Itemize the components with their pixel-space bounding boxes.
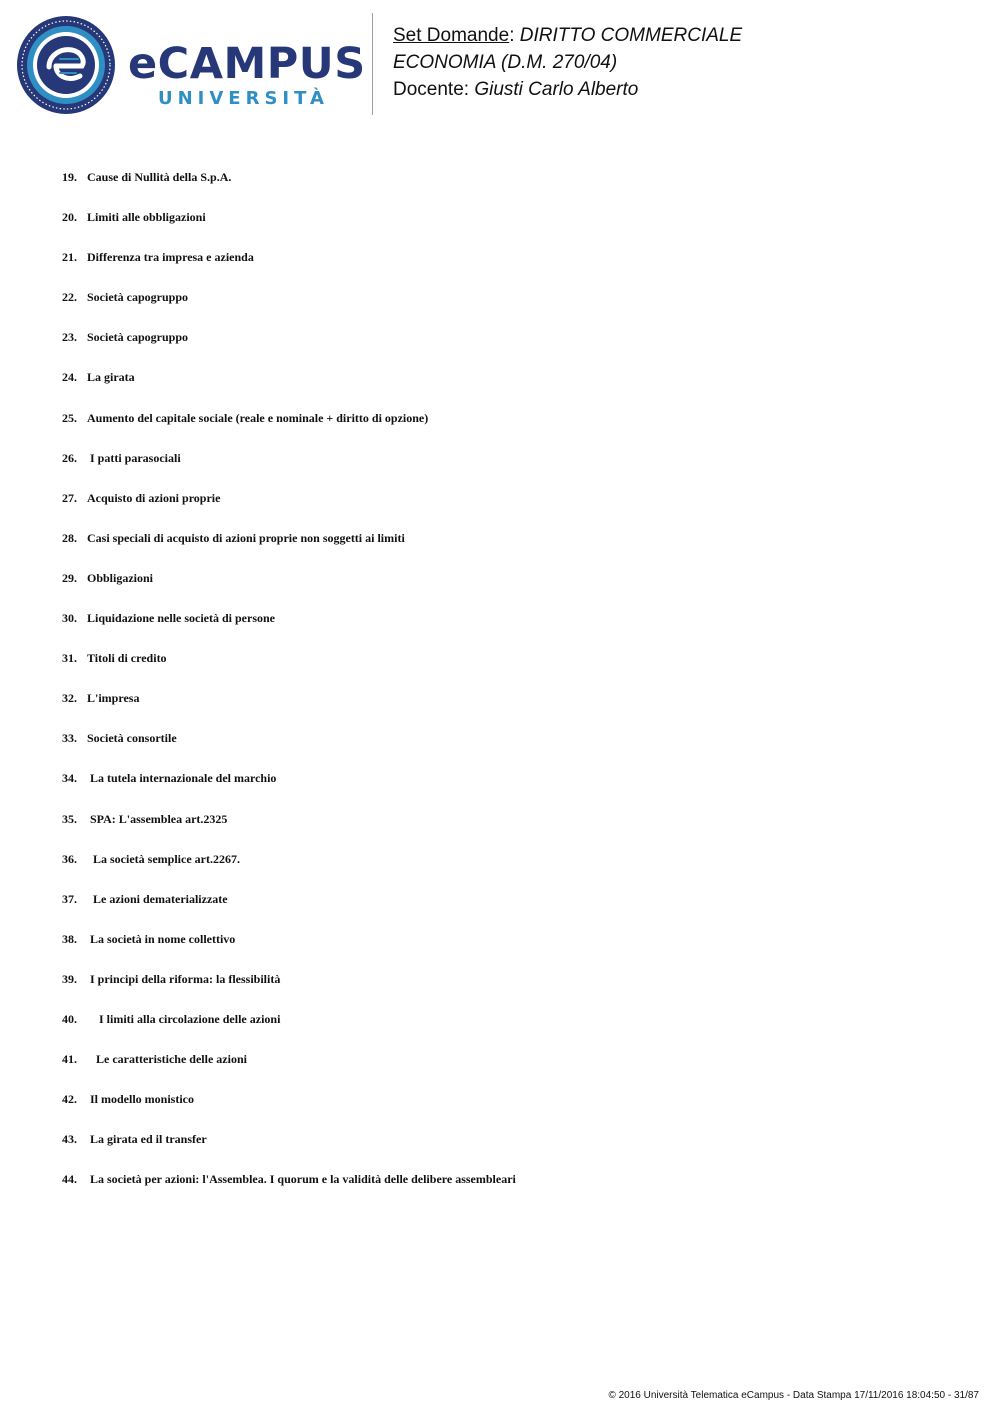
question-number: 41.: [62, 1052, 77, 1067]
question-number: 30.: [62, 611, 77, 626]
question-number: 32.: [62, 691, 77, 706]
question-list: [62, 168, 516, 1210]
list-item: [62, 689, 516, 729]
page-footer: © 2016 Università Telematica eCampus - Data Stampa 17/11/2016 18:04:50 - 31/87: [608, 1390, 979, 1401]
question-number: 22.: [62, 290, 77, 305]
list-item: [62, 1010, 516, 1050]
question-text: Cause di Nullità della S.p.A.: [87, 170, 232, 184]
question-number: 39.: [62, 971, 77, 986]
question-number: 37.: [62, 891, 77, 906]
question-text: SPA: L'assemblea art.2325: [87, 811, 228, 826]
header-divider: [372, 13, 373, 115]
question-number: 27.: [62, 490, 77, 505]
question-text: La società in nome collettivo: [87, 931, 236, 946]
course-subtitle-line: [393, 49, 742, 76]
course-info: [393, 22, 742, 103]
list-item: [62, 1050, 516, 1090]
list-item: [62, 930, 516, 970]
question-text: La girata: [87, 370, 135, 385]
question-number: 33.: [62, 731, 77, 746]
teacher-name: Giusti Carlo Alberto: [474, 79, 639, 100]
logo-subtitle: UNIVERSITÀ: [158, 88, 329, 109]
question-number: 20.: [62, 210, 77, 225]
question-text: Acquisto di azioni proprie: [87, 490, 221, 505]
question-number: 21.: [62, 250, 77, 265]
teacher-line: [393, 76, 742, 103]
list-item: [62, 288, 516, 328]
list-item: [62, 890, 516, 930]
question-number: 36.: [62, 851, 77, 866]
list-item: [62, 449, 516, 489]
question-number: 19.: [62, 170, 77, 184]
question-text: Limiti alle obbligazioni: [87, 210, 206, 225]
list-item: [62, 529, 516, 569]
list-item: [62, 769, 516, 809]
list-item: [62, 569, 516, 609]
list-item: [62, 328, 516, 368]
question-number: 23.: [62, 330, 77, 345]
question-number: 26.: [62, 450, 77, 465]
question-number: 43.: [62, 1132, 77, 1147]
list-item: [62, 649, 516, 689]
question-number: 38.: [62, 931, 77, 946]
question-text: Le azioni dematerializzate: [87, 891, 228, 906]
question-text: Società consortile: [87, 731, 177, 746]
course-name: DIRITTO COMMERCIALE: [519, 25, 743, 46]
question-text: La società per azioni: l'Assemblea. I quorum e la validità delle delibere assembleari: [87, 1172, 516, 1187]
question-number: 31.: [62, 651, 77, 666]
teacher-label: Docente:: [393, 79, 470, 100]
ecampus-wordmark: [128, 38, 366, 114]
list-item: [62, 368, 516, 408]
list-item: [62, 850, 516, 890]
question-text: Casi speciali di acquisto di azioni proprie non soggetti ai limiti: [87, 530, 405, 545]
question-text: Aumento del capitale sociale (reale e nominale + diritto di opzione): [87, 410, 429, 425]
question-text: La tutela internazionale del marchio: [87, 771, 277, 786]
question-number: 40.: [62, 1011, 77, 1026]
question-text: I limiti alla circolazione delle azioni: [87, 1011, 281, 1026]
logo-name: eCAMPUS: [128, 39, 366, 89]
question-text: I principi della riforma: la flessibilità: [87, 971, 281, 986]
question-text: Società capogruppo: [87, 330, 189, 345]
list-item: [62, 1090, 516, 1130]
question-number: 34.: [62, 771, 77, 786]
question-text: Differenza tra impresa e azienda: [87, 250, 254, 265]
list-item: [62, 729, 516, 769]
course-title-line: Set Domande: DIRITTO COMMERCIALE: [393, 25, 743, 46]
list-item: [62, 970, 516, 1010]
list-item: [62, 489, 516, 529]
question-number: 28.: [62, 530, 77, 545]
set-label: Set Domande: [393, 25, 510, 46]
list-item: [62, 609, 516, 649]
question-text: Obbligazioni: [87, 570, 154, 585]
list-item: [62, 248, 516, 288]
course-degree: ECONOMIA (D.M. 270/04): [393, 52, 618, 73]
list-item: [62, 208, 516, 248]
question-number: 24.: [62, 370, 77, 385]
question-text: La società semplice art.2267.: [87, 851, 240, 866]
question-number: 25.: [62, 410, 77, 425]
list-item: [62, 1130, 516, 1170]
question-text: I patti parasociali: [87, 450, 181, 465]
list-item: [62, 1170, 516, 1210]
page-header: [0, 0, 1000, 130]
question-text: Le caratteristiche delle azioni: [87, 1052, 247, 1067]
question-text: Società capogruppo: [87, 290, 189, 305]
question-number: 44.: [62, 1172, 77, 1187]
question-number: 42.: [62, 1092, 77, 1107]
list-item: [62, 409, 516, 449]
question-text: La girata ed il transfer: [87, 1132, 207, 1147]
question-text: Il modello monistico: [87, 1092, 194, 1107]
ecampus-seal-logo: [16, 15, 116, 115]
question-text: Titoli di credito: [87, 651, 167, 666]
question-number: 29.: [62, 570, 77, 585]
question-text: Liquidazione nelle società di persone: [87, 611, 276, 626]
question-text: L'impresa: [87, 691, 140, 706]
list-item: [62, 810, 516, 850]
question-number: 35.: [62, 811, 77, 826]
list-item: [62, 168, 516, 208]
